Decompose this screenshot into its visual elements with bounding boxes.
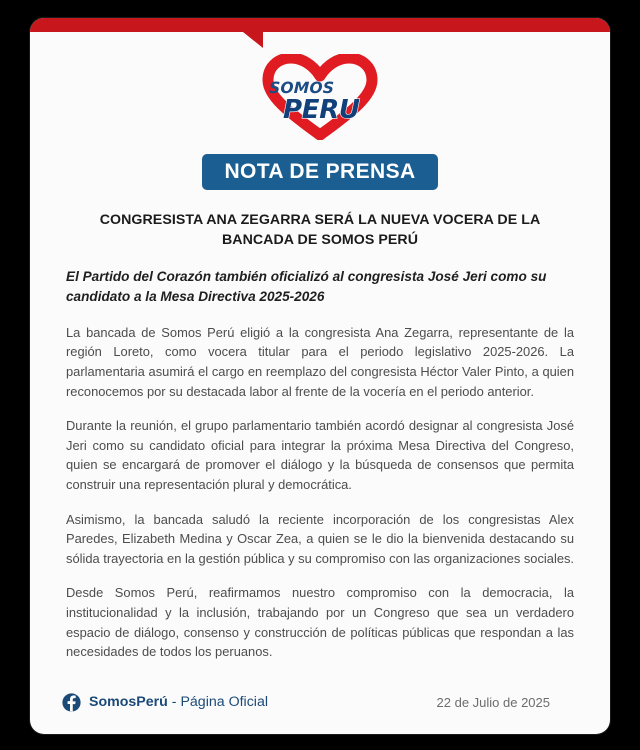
facebook-icon[interactable] [62, 693, 81, 712]
facebook-page-label [89, 695, 268, 709]
card-footer [62, 693, 578, 712]
paragraph: Durante la reunión, el grupo parlamentario también acordó designar al congresista José Jeri como su candidato oficial para integrar la próxima Mesa Directiva del Congreso, quien se encargará de promover el diálogo y la búsqueda de consensos que permita construir una representación plural y democrática. [66, 418, 574, 492]
paragraph: Desde Somos Perú, reafirmamos nuestro compromiso con la democracia, la institucionalidad y la inclusión, trabajando por un Congreso que sea un verdadero espacio de diálogo, consenso y construcción de políticas públicas que respondan a las necesidades de todos los peruanos. [66, 585, 574, 660]
publication-date: 22 de Julio de 2025 [436, 695, 550, 710]
logo-text-somos: SOMOS [268, 79, 335, 97]
nota-de-prensa-badge: NOTA DE PRENSA [202, 154, 437, 190]
brand-logo [62, 54, 578, 140]
facebook-page-name: SomosPerú [89, 694, 168, 711]
facebook-page-credit[interactable] [62, 693, 268, 712]
subheadline: El Partido del Corazón también oficializó al congresista José Jeri como su candidato a la Mesa Directiva 2025-2026 [66, 269, 547, 305]
facebook-page-suffix: - Página Oficial [167, 694, 268, 711]
nota-de-prensa-badge-wrap [62, 154, 578, 190]
paragraph: Asimismo, la bancada saludó la reciente incorporación de los congresistas Alex Paredes, Elizabeth Medina y Oscar Zea, a quien se le dio la bienvenida destacando su sólida trayectoria en la gestión pública y su compromiso con las organizaciones sociales. [66, 511, 575, 566]
paragraph: La bancada de Somos Perú eligió a la congresista Ana Zegarra, representante de la región Loreto, como vocera titular para el periodo legislativo 2025-2026. La parlamentaria asumirá el cargo en reemplazo del congresista Héctor Valer Pinto, a quien reconocemos por su destacada labor al frente de la vocería en el periodo anterior. [66, 324, 574, 399]
body-copy [66, 323, 574, 662]
red-top-bar [30, 18, 610, 32]
card-content [30, 32, 610, 734]
logo-text-peru: PERU [283, 95, 360, 125]
press-release-card [30, 18, 610, 734]
headline: CONGRESISTA ANA ZEGARRA SERÁ LA NUEVA VOCERA DE LA BANCADA DE SOMOS PERÚ [99, 212, 541, 249]
heart-outline-icon [258, 54, 382, 140]
